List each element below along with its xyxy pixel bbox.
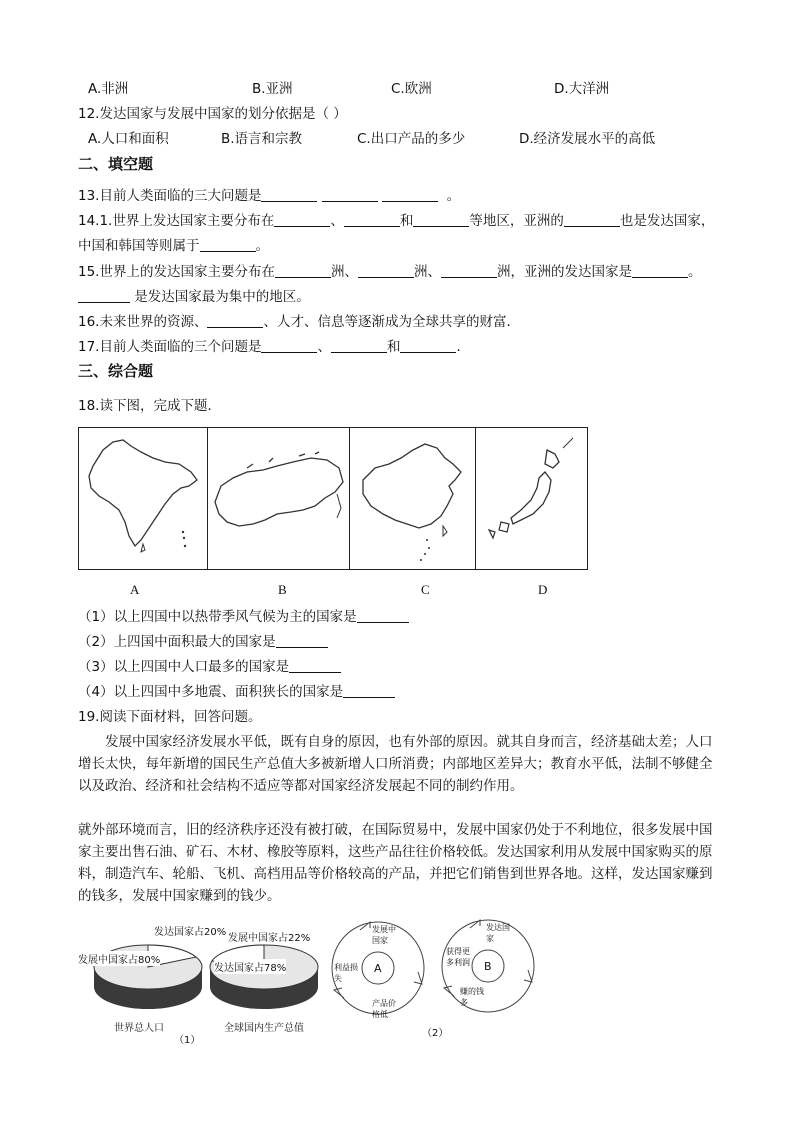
q17-text-b: 、 bbox=[317, 339, 331, 355]
pie1-caption: 世界总人口 bbox=[114, 1023, 164, 1034]
q11-option-c: C.欧洲 bbox=[391, 81, 432, 97]
q16-blank-1[interactable] bbox=[207, 313, 263, 328]
q15-blank-5[interactable] bbox=[78, 288, 130, 303]
q19-stem: 19.阅读下面材料，回答问题。 bbox=[78, 709, 262, 725]
q17-blank-3[interactable] bbox=[400, 338, 456, 353]
q14-blank-5[interactable] bbox=[200, 237, 256, 252]
q15-blank-2[interactable] bbox=[358, 263, 414, 278]
q14-line-1 bbox=[78, 211, 714, 231]
q18-sub-1 bbox=[78, 607, 409, 627]
q14-blank-3[interactable] bbox=[413, 212, 469, 227]
q18-sub-3 bbox=[78, 657, 341, 677]
q18-sub-1-text: （1）以上四国中以热带季风气候为主的国家是 bbox=[78, 609, 357, 625]
q18-sub-2-text: （2）上四国中面积最大的国家是 bbox=[78, 634, 276, 650]
q15-blank-1[interactable] bbox=[275, 263, 331, 278]
cycle-b-item-2: 赚的钱多 bbox=[460, 987, 484, 1007]
q16-text-b: 、人才、信息等逐渐成为全球共享的财富． bbox=[263, 314, 520, 330]
q18-blank-1[interactable] bbox=[357, 608, 409, 623]
q18-blank-2[interactable] bbox=[276, 633, 328, 648]
figure-2-cycles bbox=[326, 910, 556, 1040]
q14-blank-1[interactable] bbox=[274, 212, 330, 227]
map-russia bbox=[207, 428, 350, 569]
q14-text-a: 14.1.世界上发达国家主要分布在 bbox=[78, 213, 275, 229]
q19-paragraph-1: 发展中国家经济发展水平低，既有自身的原因，也有外部的原因。就其自身而言，经济基础太差；人口增长太快，每年新增的国民生产总值大多被新增人口所消费；内部地区差异大；教育水平低，法制不够健全以及政治、经济和社会结构不适应等都对国家经济发展起不同的制约作用。 bbox=[78, 734, 713, 794]
section-2-title: 二、填空题 bbox=[78, 155, 154, 173]
q13-end: 。 bbox=[446, 188, 461, 204]
q13-blank-3[interactable] bbox=[382, 187, 438, 202]
q15-line-2 bbox=[78, 287, 310, 307]
map-label-b: B bbox=[278, 582, 287, 597]
map-label-c: C bbox=[421, 582, 430, 597]
q17-blank-1[interactable] bbox=[261, 338, 317, 353]
q12-option-c: C.出口产品的多少 bbox=[357, 131, 466, 147]
cycle-a-item-1: 发展中国家 bbox=[372, 925, 396, 945]
q18-sub-4 bbox=[78, 682, 395, 702]
q14-text-d: 等地区，亚洲的 bbox=[469, 213, 564, 229]
q14-text-g: 。 bbox=[255, 238, 269, 254]
q18-sub-4-text: （4）以上四国中多地震、面积狭长的国家是 bbox=[78, 684, 344, 700]
figure-2-label: （2） bbox=[422, 1028, 449, 1039]
q13 bbox=[78, 186, 460, 206]
pie1-developing-label: 发展中国家占80% bbox=[78, 951, 160, 966]
q16-text-a: 16.未来世界的资源、 bbox=[78, 314, 208, 330]
q15-text-c: 洲、 bbox=[413, 264, 441, 280]
q14-blank-4[interactable] bbox=[564, 212, 620, 227]
q13-blank-2[interactable] bbox=[322, 187, 378, 202]
figure-1-pies bbox=[78, 915, 338, 1045]
q12-option-a: A.人口和面积 bbox=[88, 131, 169, 147]
map-label-d: D bbox=[538, 582, 548, 597]
map-japan bbox=[475, 428, 587, 569]
q14-line-2 bbox=[78, 236, 269, 256]
q18-blank-3[interactable] bbox=[289, 658, 341, 673]
map-china bbox=[349, 428, 476, 569]
cycle-a-center: A bbox=[374, 962, 382, 975]
q18-sub-3-text: （3）以上四国中人口最多的国家是 bbox=[78, 659, 290, 675]
q12-option-b: B.语言和宗教 bbox=[221, 131, 303, 147]
q17-text-d: ． bbox=[456, 339, 470, 355]
q14-text-e: 也是发达国家， bbox=[619, 213, 715, 229]
q11-option-a: A.非洲 bbox=[88, 81, 129, 97]
q15-blank-4[interactable] bbox=[632, 263, 688, 278]
q14-text-c: 和 bbox=[399, 213, 414, 229]
q16 bbox=[78, 312, 520, 332]
q15-text-e: 。 bbox=[687, 264, 702, 280]
q15-text-d: 洲，亚洲的发达国家是 bbox=[496, 264, 632, 280]
q14-text-b: 、 bbox=[330, 213, 344, 229]
q12-stem: 12.发达国家与发展中国家的划分依据是（ ） bbox=[78, 106, 347, 122]
q14-text-f: 中国和韩国等则属于 bbox=[78, 238, 200, 254]
q11-option-d: D.大洋洲 bbox=[554, 81, 610, 97]
country-maps bbox=[78, 427, 588, 570]
pie2-developed-label: 发达国家占78% bbox=[214, 959, 286, 974]
cycle-b-center: B bbox=[484, 960, 492, 973]
pie2-developing-label: 发展中国家占22% bbox=[228, 929, 310, 944]
q13-text: 13.目前人类面临的三大问题是 bbox=[78, 188, 262, 204]
q18-blank-4[interactable] bbox=[343, 683, 395, 698]
cycle-a-item-2: 产品价格低 bbox=[372, 999, 396, 1019]
cycle-a-item-3: 利益损失 bbox=[334, 963, 358, 983]
cycle-b-item-1: 发达国家 bbox=[486, 923, 510, 943]
section-3-title: 三、综合题 bbox=[78, 362, 154, 380]
q17 bbox=[78, 337, 470, 357]
q17-blank-2[interactable] bbox=[331, 338, 387, 353]
figure-1-label: （1） bbox=[174, 1035, 201, 1046]
q15-text-a: 15.世界上的发达国家主要分布在 bbox=[78, 264, 275, 280]
q15-blank-3[interactable] bbox=[441, 263, 497, 278]
q18-sub-2 bbox=[78, 632, 328, 652]
q13-blank-1[interactable] bbox=[261, 187, 317, 202]
q15-text-b: 洲、 bbox=[330, 264, 358, 280]
q15-text-f: 是发达国家最为集中的地区。 bbox=[134, 289, 310, 305]
q18-stem: 18.读下图，完成下题． bbox=[78, 398, 221, 414]
q14-blank-2[interactable] bbox=[344, 212, 400, 227]
map-label-a: A bbox=[130, 582, 140, 597]
q19-paragraph-2: 就外部环境而言，旧的经济秩序还没有被打破，在国际贸易中，发展中国家仍处于不利地位，很多发展中国家主要出售石油、矿石、木材、橡胶等原料，这些产品往往价格较低。发达国家利用从发展中国家购买的原料，制造汽车、轮船、飞机、高档用品等价格较高的产品，并把它们销售到世界各地。这样，发达国家赚到的钱多，发展中国家赚到的钱少。 bbox=[78, 822, 713, 904]
q15-line-1 bbox=[78, 262, 701, 282]
pie2-caption: 全球国内生产总值 bbox=[224, 1023, 304, 1034]
cycle-b-item-3: 获得更多利润 bbox=[446, 947, 470, 967]
q11-option-b: B.亚洲 bbox=[252, 81, 293, 97]
pie1-developed-label: 发达国家占20% bbox=[154, 923, 226, 938]
q17-text-c: 和 bbox=[386, 339, 401, 355]
map-india bbox=[79, 428, 208, 569]
q17-text-a: 17.目前人类面临的三个问题是 bbox=[78, 339, 262, 355]
q12-option-d: D.经济发展水平的高低 bbox=[519, 131, 656, 147]
